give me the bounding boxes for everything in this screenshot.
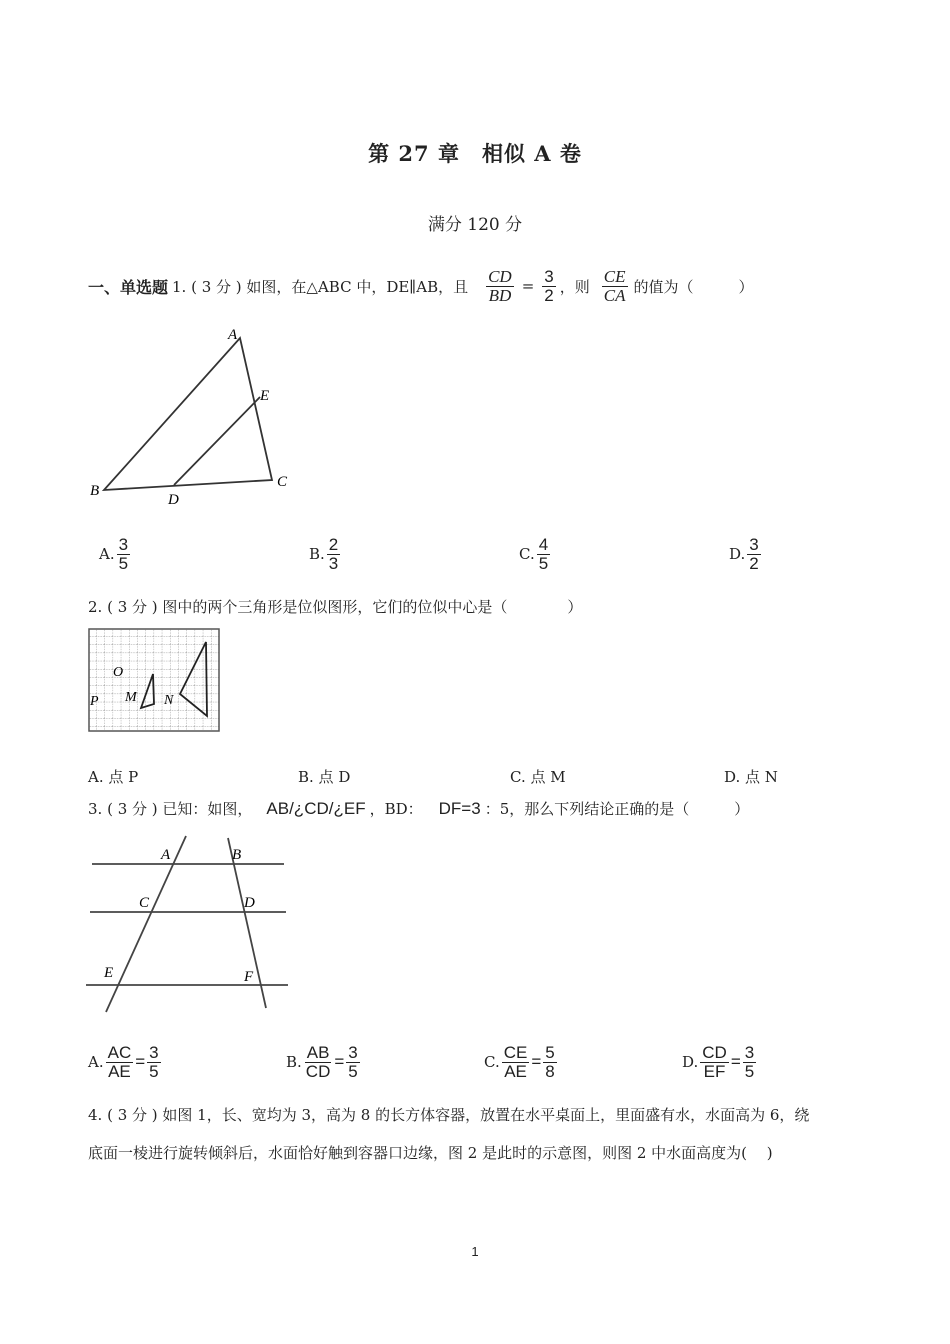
- question-2: 2. ( 3 分 ) 图中的两个三角形是位似图形，它们的位似中心是（ ）: [88, 598, 583, 616]
- label-p: P: [90, 694, 99, 709]
- label-m: M: [125, 690, 137, 705]
- triangle-abc: [104, 338, 272, 490]
- q3-option-c[interactable]: C. $\frac{CE}{AE}$ = $\frac{5}{8}$: [484, 1043, 555, 1081]
- q2-option-b[interactable]: B. 点 D: [298, 768, 351, 786]
- label-c: C: [139, 895, 150, 911]
- label-n: N: [164, 693, 174, 708]
- fraction-cd-bd: $\frac{CD}{BD}$: [488, 267, 512, 305]
- question-3-suffix: ：5，那么下列结论正确的是（ ）: [484, 800, 750, 818]
- homothety-grid-figure: [88, 628, 222, 734]
- label-c: C: [277, 474, 288, 490]
- page-subtitle: 满分 120 分: [427, 215, 523, 235]
- label-e: E: [104, 965, 114, 981]
- q1-option-c[interactable]: C. $\frac{4}{5}$: [519, 535, 549, 573]
- label-d: D: [244, 895, 255, 911]
- triangle-abc-figure: [80, 320, 300, 510]
- parallel-expression: AB/¿CD/¿EF: [266, 798, 366, 818]
- question-1-mid: ，则: [559, 277, 590, 296]
- q3-option-d[interactable]: D. $\frac{CD}{EF}$ = $\frac{3}{5}$: [682, 1043, 755, 1081]
- page-number: 1: [471, 1244, 479, 1259]
- page-title: 第 27 章 相似 A 卷: [368, 141, 582, 166]
- label-a: A: [161, 847, 171, 863]
- q1-option-a[interactable]: A. $\frac{3}{5}$: [99, 535, 129, 573]
- label-b: B: [90, 483, 100, 499]
- label-d: D: [168, 492, 179, 508]
- label-f: F: [244, 969, 254, 985]
- label-e: E: [260, 388, 270, 404]
- equals-sign: =: [521, 277, 535, 296]
- question-3-prefix: 3. ( 3 分 ) 已知：如图，: [88, 800, 253, 818]
- label-a: A: [228, 327, 238, 343]
- q2-option-d[interactable]: D. 点 N: [724, 768, 778, 786]
- question-1: [88, 268, 754, 305]
- ratio-expression: DF=3: [438, 798, 481, 818]
- parallel-lines-figure: [82, 834, 297, 1019]
- q2-option-c[interactable]: C. 点 M: [510, 768, 566, 786]
- q1-option-d[interactable]: D. $\frac{3}{2}$: [729, 535, 759, 573]
- q2-option-a[interactable]: A. 点 P: [88, 768, 139, 786]
- segment-de: [174, 397, 260, 485]
- q3-option-a[interactable]: A. $\frac{AC}{AE}$ = $\frac{3}{5}$: [88, 1043, 159, 1081]
- fraction-3-2: $\frac{3}{2}$: [544, 267, 554, 305]
- question-1-suffix: 的值为（ ）: [633, 277, 754, 296]
- question-3: [88, 798, 749, 819]
- question-1-prefix: 1. ( 3 分 ) 如图，在△ABC 中，DE∥AB，且: [172, 277, 469, 296]
- section-label: 一、单选题: [88, 277, 169, 297]
- question-4-line-2: 底面一棱进行旋转倾斜后，水面恰好触到容器口边缘，图 2 是此时的示意图，则图 2 中水面高度为( ): [88, 1144, 773, 1162]
- label-o: O: [113, 665, 124, 680]
- question-3-mid: ，BD：: [369, 800, 423, 818]
- question-4-line-1: 4. ( 3 分 ) 如图 1，长、宽均为 3，高为 8 的长方体容器，放置在水平桌面上，里面盛有水，水面高为 6，绕: [88, 1106, 810, 1124]
- q3-option-b[interactable]: B. $\frac{AB}{CD}$ = $\frac{3}{5}$: [286, 1043, 358, 1081]
- label-b: B: [232, 847, 242, 863]
- q1-option-b[interactable]: B. $\frac{2}{3}$: [309, 535, 339, 573]
- fraction-ce-ca: $\frac{CE}{CA}$: [603, 267, 626, 305]
